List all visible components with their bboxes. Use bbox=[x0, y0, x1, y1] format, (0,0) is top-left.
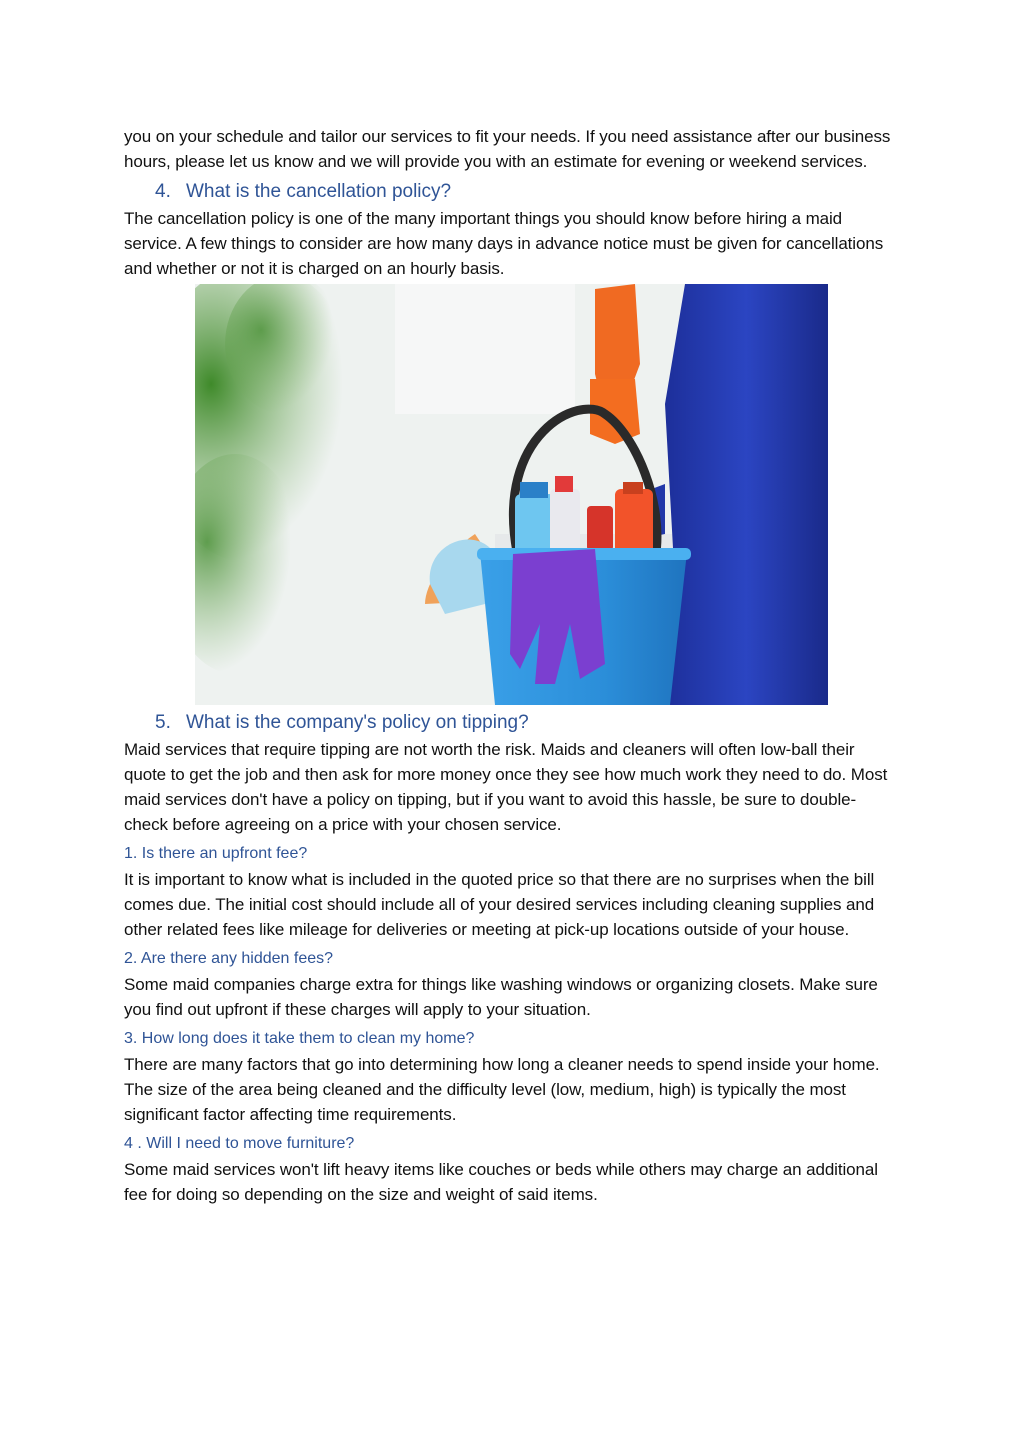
faq-2-body: Some maid companies charge extra for things like washing windows or organizing closets. Make sure you find out upfront if these charges will apply to your situation. bbox=[124, 975, 878, 1019]
section-5-heading bbox=[155, 711, 899, 735]
intro-paragraph: you on your schedule and tailor our services to fit your needs. If you need assistance after our business hours, please let us know and we will provide you with an estimate for evening or weekend services. bbox=[124, 127, 891, 171]
section-5-body: Maid services that require tipping are not worth the risk. Maids and cleaners will often low-ball their quote to get the job and then ask for more money once they see how much work they need to do. Most maid services don't have a policy on tipping, but if you want to avoid this hassle, be sure to double-check before agreeing on a price with your chosen service. bbox=[124, 740, 888, 834]
cleaning-bucket-illustration bbox=[195, 284, 828, 705]
section-4-title: What is the cancellation policy? bbox=[186, 181, 452, 202]
section-4-body: The cancellation policy is one of the many important things you should know before hiring a maid service. A few things to consider are how many days in advance notice must be given for cancellations and whether or not it is charged on an hourly basis. bbox=[124, 209, 884, 278]
section-4-number: 4. bbox=[155, 181, 171, 202]
section-5-title: What is the company's policy on tipping? bbox=[186, 712, 529, 733]
section-4-heading bbox=[155, 180, 899, 204]
faq-1-body: It is important to know what is included in the quoted price so that there are no surprises when the bill comes due. The initial cost should include all of your desired services including cleaning supplies and other related fees like mileage for deliveries or meeting at pick-up locations outside of your house. bbox=[124, 870, 875, 939]
document-page bbox=[124, 124, 899, 1207]
person-legs bbox=[665, 284, 828, 705]
faq-3-body: There are many factors that go into determining how long a cleaner needs to spend inside your home. The size of the area being cleaned and the difficulty level (low, medium, high) is typically the most significant factor affecting time requirements. bbox=[124, 1055, 880, 1124]
cleaning-bucket-photo bbox=[195, 284, 828, 705]
faq-3-heading: 3. How long does it take them to clean my home? bbox=[124, 1030, 475, 1047]
section-5-number: 5. bbox=[155, 712, 171, 733]
faq-1-heading: 1. Is there an upfront fee? bbox=[124, 845, 308, 862]
faq-4-heading: 4 . Will I need to move furniture? bbox=[124, 1135, 355, 1152]
faq-2-heading: 2. Are there any hidden fees? bbox=[124, 950, 334, 967]
faq-4-body: Some maid services won't lift heavy items like couches or beds while others may charge an additional fee for doing so depending on the size and weight of said items. bbox=[124, 1160, 878, 1204]
